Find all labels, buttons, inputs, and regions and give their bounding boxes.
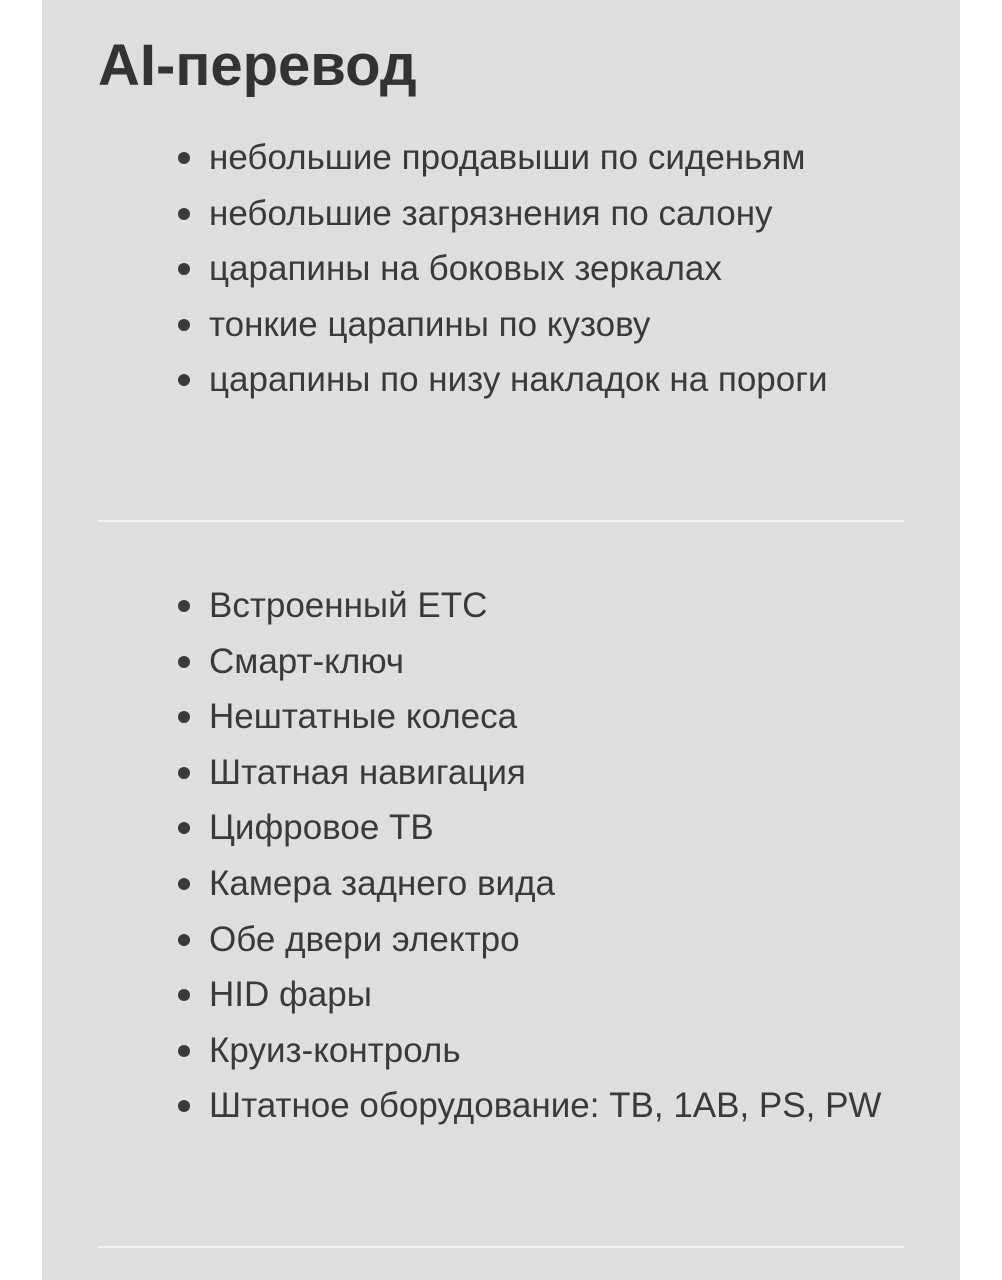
features-list (42, 578, 960, 1134)
list-item-text: Штатная навигация (209, 752, 526, 792)
bullet-icon (178, 374, 190, 386)
list-item (42, 1023, 960, 1079)
list-item (42, 1078, 960, 1134)
list-item-text: царапины на боковых зеркалах (209, 249, 722, 289)
bullet-icon (178, 319, 190, 331)
list-item-text: небольшие загрязнения по салону (209, 193, 773, 233)
list-item-text: небольшие продавыши по сиденьям (209, 138, 806, 177)
bullet-icon (178, 152, 190, 164)
list-item (42, 241, 960, 297)
list-item-text: царапины по низу накладок на пороги (209, 360, 828, 400)
list-item-text: Цифровое ТВ (209, 808, 434, 848)
bullet-icon (178, 934, 190, 946)
list-item (42, 297, 960, 353)
list-item-text: Смарт-ключ (209, 641, 405, 681)
list-item-text: Нештатные колеса (209, 697, 518, 737)
section-divider (98, 520, 904, 522)
list-item-text: Камера заднего вида (209, 863, 555, 903)
bullet-icon (178, 208, 190, 220)
list-item (42, 856, 960, 912)
list-item (42, 186, 960, 242)
list-item (42, 689, 960, 745)
list-item (42, 967, 960, 1023)
list-item-text: Встроенный ETC (209, 586, 488, 625)
condition-notes-list (42, 130, 960, 408)
list-item-text: Обе двери электро (209, 919, 520, 959)
bullet-icon (178, 656, 190, 668)
list-item (42, 912, 960, 968)
list-item-text: Круиз-контроль (209, 1030, 461, 1070)
list-item (42, 800, 960, 856)
bullet-icon (178, 878, 190, 890)
list-item (42, 578, 960, 634)
list-item-text: тонкие царапины по кузову (209, 304, 651, 344)
section-divider (98, 1246, 904, 1248)
list-item-text: HID фары (209, 975, 372, 1015)
list-item (42, 745, 960, 801)
bullet-icon (178, 711, 190, 723)
bullet-icon (178, 1045, 190, 1057)
bullet-icon (178, 263, 190, 275)
bullet-icon (178, 767, 190, 779)
bullet-icon (178, 989, 190, 1001)
page-title: AI-перевод (98, 33, 417, 98)
bullet-icon (178, 600, 190, 612)
bullet-icon (178, 822, 190, 834)
list-item (42, 130, 960, 186)
bullet-icon (178, 1100, 190, 1112)
list-item (42, 634, 960, 690)
translation-panel (42, 0, 960, 1280)
list-item-text: Штатное оборудование: TB, 1AB, PS, PW (209, 1086, 882, 1126)
list-item (42, 352, 960, 408)
